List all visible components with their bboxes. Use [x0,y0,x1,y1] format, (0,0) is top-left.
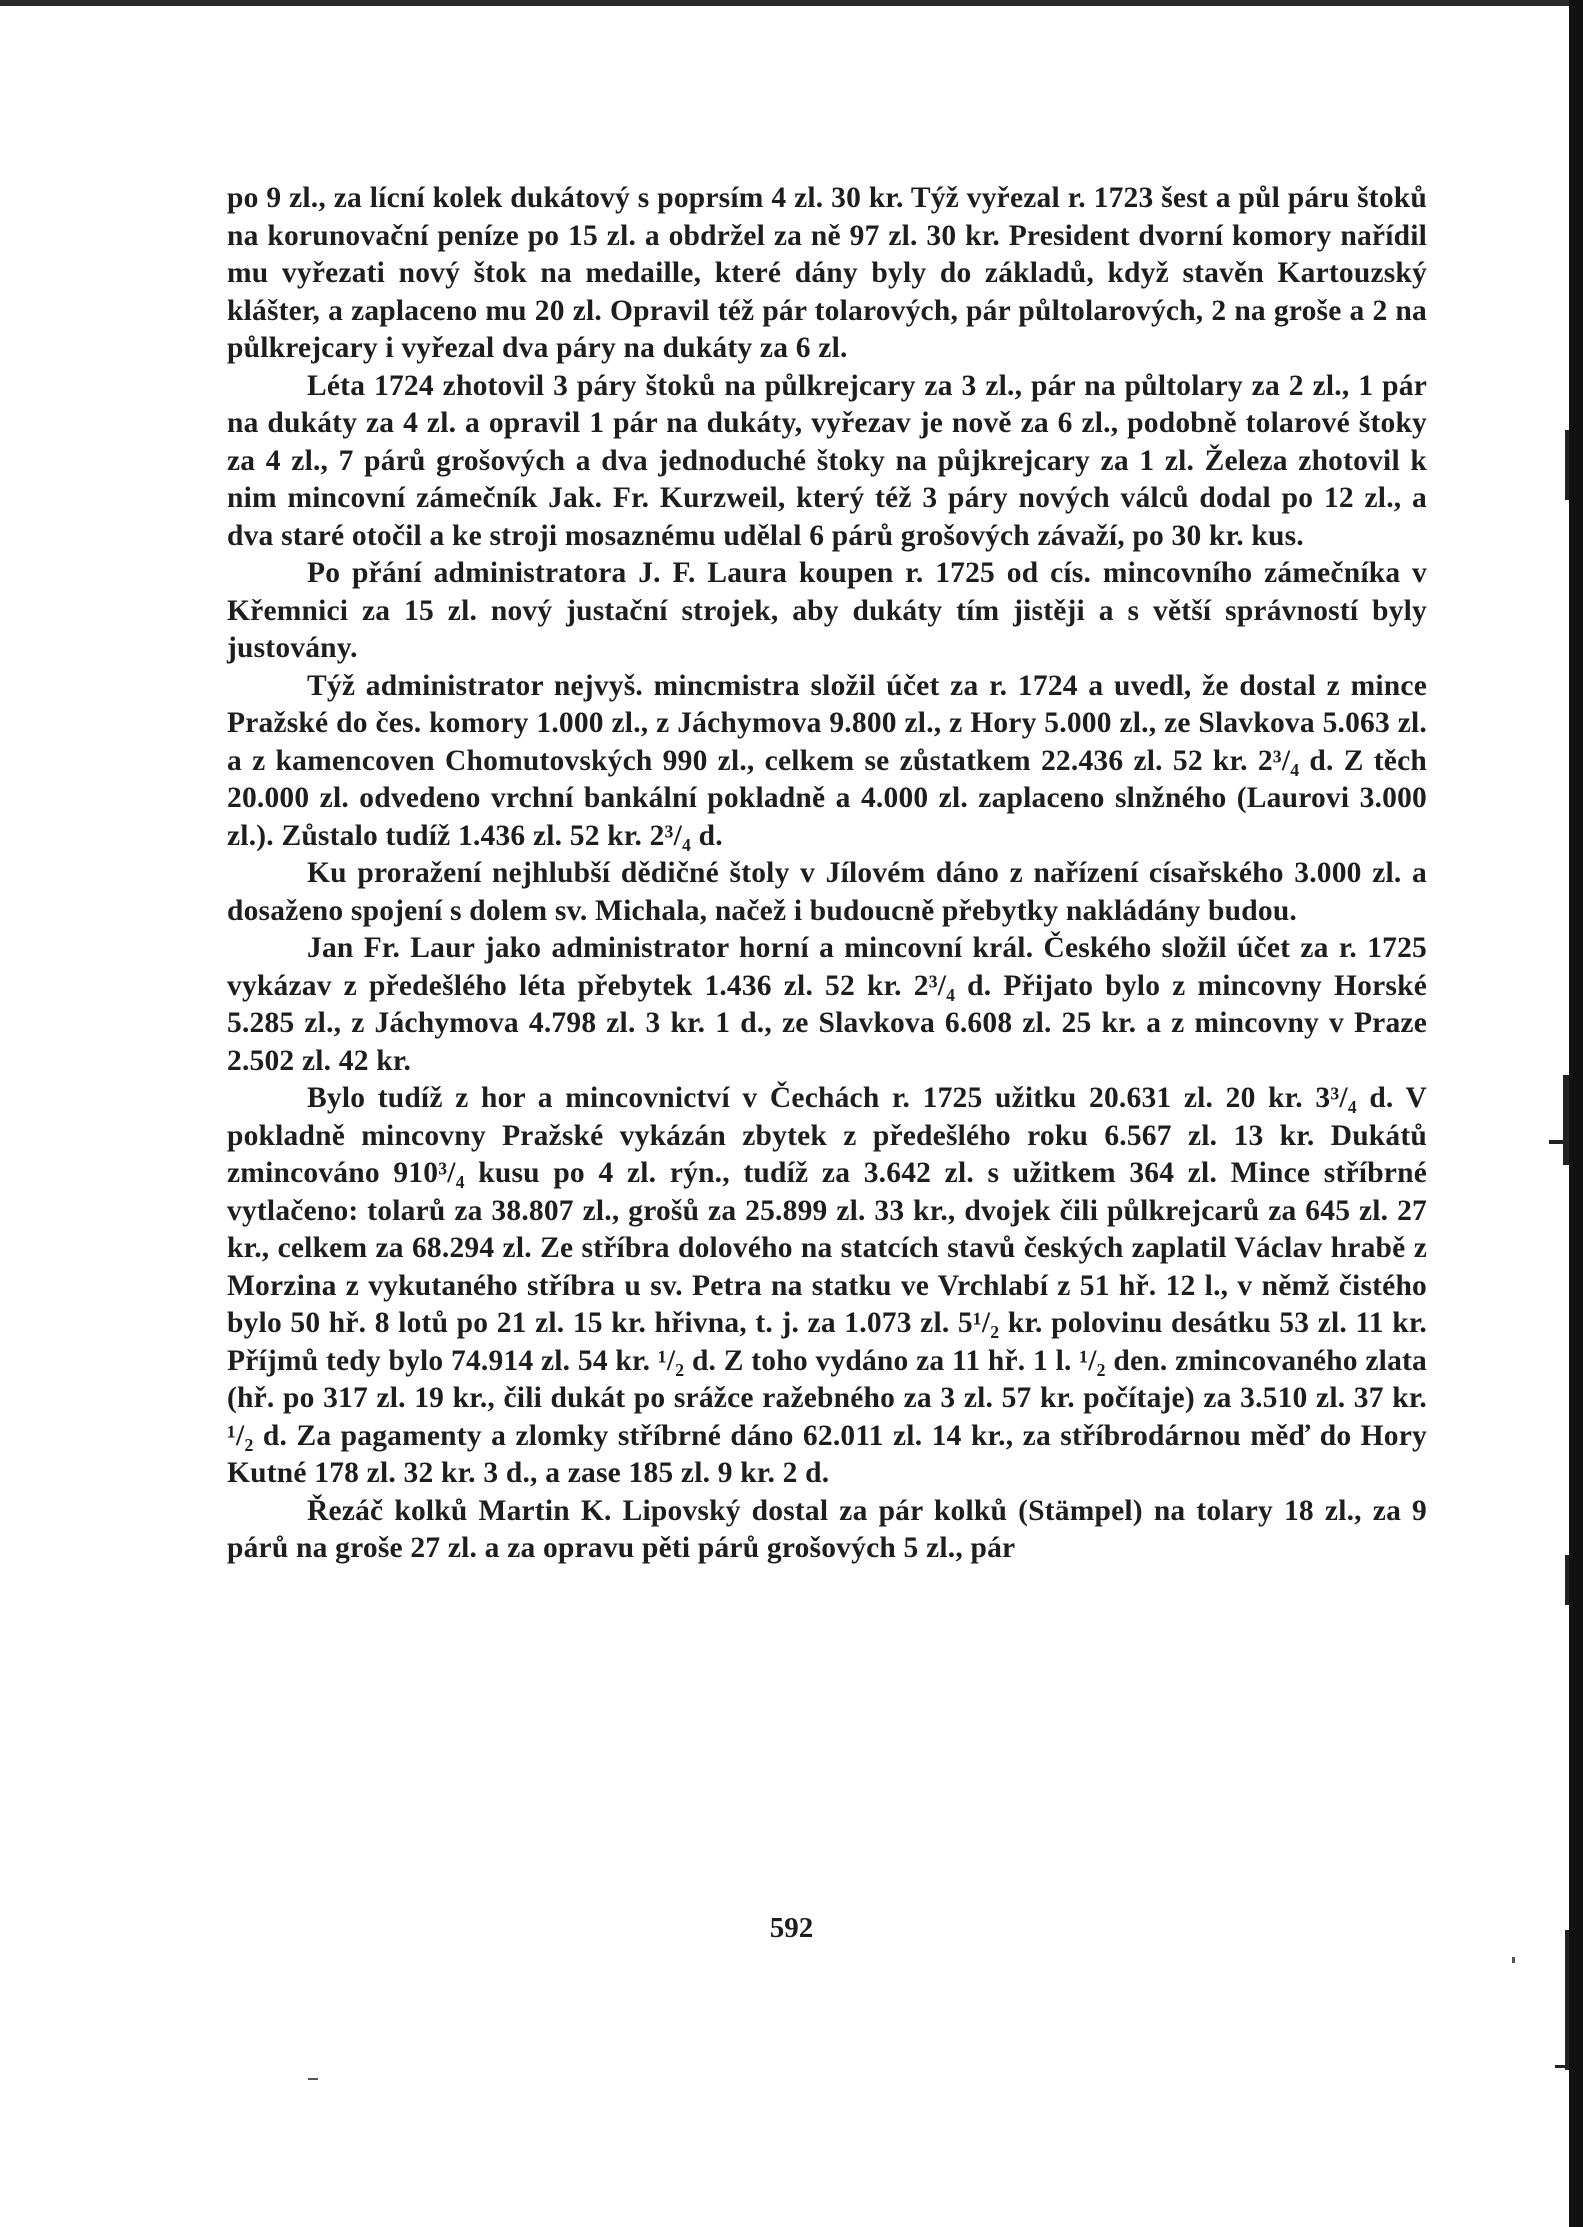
paragraph: po 9 zl., za lícní kolek dukátový s poprsím 4 zl. 30 kr. Týž vyřezal r. 1723 šest a půl páru štoků na korunovační peníze po 15 zl. a obdržel za ně 97 zl. 30 kr. President dvorní komory nařídil mu vyřezati nový štok na medaille, které dány byly do základů, když stavěn Kartouzský klášter, a zaplaceno mu 20 zl. Opravil též pár tolarových, pár půltolarových, 2 na groše a 2 na půlkrejcary i vyřezal dva páry na dukáty za 6 zl. [227,182,1427,364]
margin-mark [1565,1930,1569,2070]
paragraph: Bylo tudíž z hor a mincovnictví v Čechách r. 1725 užitku 20.631 zl. 20 kr. 3³/₄ d. V pokladně mincovny Pražské vykázán zbytek z předešlého roku 6.567 zl. 13 kr. Dukátů zmincováno 910³/₄ kusu po 4 zl. rýn., tudíž za 3.642 zl. s užitkem 364 zl. Mince stříbrné vytlačeno: tolarů za 38.807 zl., grošů za 25.899 zl. 33 kr., dvojek čili půlkrejcarů za 645 zl. 27 kr., celkem za 68.294 zl. Ze stříbra dolového na statcích stavů českých zaplatil Václav hrabě z Morzina z vykutaného stříbra u sv. Petra na statku ve Vrchlabí z 51 hř. 12 l., v němž čistého bylo 50 hř. 8 lotů po 21 zl. 15 kr. hřivna, t. j. za 1.073 zl. 5¹/₂ kr. polovinu desátku 53 zl. 11 kr. Příjmů tedy bylo 74.914 zl. 54 kr. ¹/₂ d. Z toho vydáno za 11 hř. 1 l. ¹/₂ den. zmincovaného zlata (hř. po 317 zl. 19 kr., čili dukát po srážce ražebného za 3 zl. 57 kr. počítaje) za 3.510 zl. 37 kr. ¹/₂ d. Za pagamenty a zlomky stříbrné dáno 62.011 zl. 14 kr., za stříbrodárnou měď do Hory Kutné 178 zl. 32 kr. 3 d., a zase 185 zl. 9 kr. 2 d. [227,1082,1427,1489]
paragraph: Léta 1724 zhotovil 3 páry štoků na půlkrejcary za 3 zl., pár na půltolary za 2 zl., 1 pár na dukáty za 4 zl. a opravil 1 pár na dukáty, vyřezav je nově za 6 zl., podobně tolarové štoky za 4 zl., 7 párů grošových a dva jednoduché štoky na půjkrejcary za 1 zl. Železa zhotovil k nim mincovní zámečník Jak. Fr. Kurzweil, který též 3 páry nových válců dodal po 12 zl., a dva staré otočil a ke stroji mosaznému udělal 6 párů grošových závaží, po 30 kr. kus. [227,369,1427,552]
margin-mark [1565,430,1569,500]
scan-top-edge [0,0,1583,6]
paragraph: Po přání administratora J. F. Laura koupen r. 1725 od cís. mincovního zámečníka v Křemnici za 15 zl. nový justační strojek, aby dukáty tím jistěji a s větší správností byly justovány. [227,557,1427,664]
margin-mark [1555,2065,1569,2068]
page-number: 592 [769,1912,814,1944]
paragraph: Řezáč kolků Martin K. Lipovský dostal za pár kolků (Stämpel) na tolary 18 zl., za 9 párů na groše 27 zl. a za opravu pěti párů grošových 5 zl., pár [227,1494,1427,1564]
margin-mark [1563,1075,1569,1165]
body-text [227,180,1427,1568]
scan-right-edge [1569,0,1583,2227]
paragraph: Ku proražení nejhlubší dědičné štoly v Jílovém dáno z nařízení císařského 3.000 zl. a dosaženo spojení s dolem sv. Michala, načež i budoucně přebytky nakládány budou. [227,857,1427,927]
margin-mark [1565,1555,1569,1605]
scan-speck [1512,1957,1515,1963]
margin-mark [1549,1140,1569,1144]
paragraph: Týž administrator nejvyš. mincmistra složil účet za r. 1724 a uvedl, že dostal z mince Pražské do čes. komory 1.000 zl., z Jáchymova 9.800 zl., z Hory 5.000 zl., ze Slavkova 5.063 zl. a z kamencoven Chomutovských 990 zl., celkem se zůstatkem 22.436 zl. 52 kr. 2³/₄ d. Z těch 20.000 zl. odvedeno vrchní bankální pokladně a 4.000 zl. zaplaceno slnžného (Laurovi 3.000 zl.). Zůstalo tudíž 1.436 zl. 52 kr. 2³/₄ d. [227,669,1427,852]
paragraph: Jan Fr. Laur jako administrator horní a mincovní král. Českého složil účet za r. 1725 vykázav z předešlého léta přebytek 1.436 zl. 52 kr. 2³/₄ d. Přijato bylo z mincovny Horské 5.285 zl., z Jáchymova 4.798 zl. 3 kr. 1 d., ze Slavkova 6.608 zl. 25 kr. a z mincovny v Praze 2.502 zl. 42 kr. [227,932,1427,1077]
scan-speck [308,2078,318,2080]
